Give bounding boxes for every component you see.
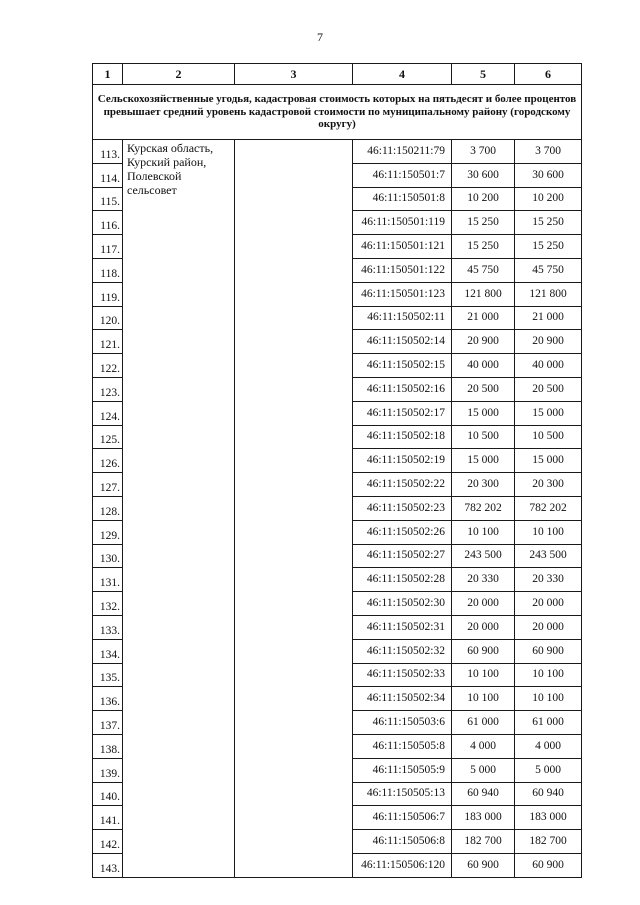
row-number: 113. [93,140,123,164]
value-col6: 10 200 [515,187,582,211]
cadastral-number: 46:11:150502:18 [353,425,452,449]
row-number: 131. [93,568,123,592]
value-col5: 4 000 [452,734,515,758]
value-col5: 15 250 [452,211,515,235]
cadastral-number: 46:11:150502:17 [353,401,452,425]
value-col6: 60 900 [515,853,582,877]
value-col5: 15 000 [452,401,515,425]
value-col5: 40 000 [452,354,515,378]
column-header: 5 [452,64,515,85]
cadastral-number: 46:11:150502:30 [353,592,452,616]
value-col5: 15 250 [452,235,515,259]
cadastral-number: 46:11:150502:16 [353,377,452,401]
row-number: 141. [93,806,123,830]
row-number: 128. [93,496,123,520]
value-col6: 15 250 [515,235,582,259]
value-col6: 30 600 [515,163,582,187]
row-number: 118. [93,258,123,282]
section-title-row [93,85,582,140]
row-number: 126. [93,449,123,473]
page-number: 7 [317,30,323,44]
cadastral-number: 46:11:150502:19 [353,449,452,473]
row-number: 114. [93,163,123,187]
cadastral-number: 46:11:150502:33 [353,663,452,687]
table-row [93,140,582,164]
value-col5: 20 000 [452,592,515,616]
value-col5: 3 700 [452,140,515,164]
value-col5: 61 000 [452,711,515,735]
column-header: 4 [353,64,452,85]
value-col6: 3 700 [515,140,582,164]
value-col5: 121 800 [452,282,515,306]
cadastral-number: 46:11:150502:28 [353,568,452,592]
value-col5: 60 900 [452,639,515,663]
value-col6: 15 000 [515,401,582,425]
value-col6: 10 100 [515,520,582,544]
value-col6: 20 330 [515,568,582,592]
cadastral-number: 46:11:150501:123 [353,282,452,306]
row-number: 143. [93,853,123,877]
row-number: 127. [93,473,123,497]
value-col6: 20 000 [515,592,582,616]
cadastral-number: 46:11:150506:120 [353,853,452,877]
value-col5: 60 900 [452,853,515,877]
value-col5: 21 000 [452,306,515,330]
value-col6: 20 900 [515,330,582,354]
value-col5: 10 100 [452,520,515,544]
value-col5: 182 700 [452,830,515,854]
value-col5: 782 202 [452,496,515,520]
value-col5: 243 500 [452,544,515,568]
row-number: 142. [93,830,123,854]
cadastral-number: 46:11:150502:15 [353,354,452,378]
column-header: 6 [515,64,582,85]
value-col6: 60 900 [515,639,582,663]
section-title: Сельскохозяйственные угодья, кадастровая стоимость которых на пятьдесят и более процентов превышает средний уровень кадастровой стоимости по муниципальному району (городскому округу) [93,85,582,140]
cadastral-number: 46:11:150501:122 [353,258,452,282]
value-col6: 15 250 [515,211,582,235]
column-3-cell [235,140,353,878]
value-col6: 20 500 [515,377,582,401]
cadastral-number: 46:11:150505:13 [353,782,452,806]
row-number: 130. [93,544,123,568]
row-number: 122. [93,354,123,378]
column-header: 3 [235,64,353,85]
value-col6: 782 202 [515,496,582,520]
value-col5: 10 200 [452,187,515,211]
column-header-row [93,64,582,85]
row-number: 137. [93,711,123,735]
value-col5: 10 100 [452,687,515,711]
value-col6: 45 750 [515,258,582,282]
row-number: 136. [93,687,123,711]
cadastral-number: 46:11:150501:121 [353,235,452,259]
row-number: 119. [93,282,123,306]
row-number: 133. [93,615,123,639]
cadastral-number: 46:11:150502:26 [353,520,452,544]
cadastral-number: 46:11:150502:14 [353,330,452,354]
row-number: 138. [93,734,123,758]
cadastral-number: 46:11:150502:22 [353,473,452,497]
value-col5: 183 000 [452,806,515,830]
cadastral-number: 46:11:150502:23 [353,496,452,520]
row-number: 124. [93,401,123,425]
value-col6: 20 300 [515,473,582,497]
land-value-table [92,63,582,878]
cadastral-number: 46:11:150505:9 [353,758,452,782]
column-header: 2 [123,64,235,85]
value-col5: 5 000 [452,758,515,782]
value-col5: 60 940 [452,782,515,806]
cadastral-number: 46:11:150502:34 [353,687,452,711]
cadastral-number: 46:11:150211:79 [353,140,452,164]
value-col6: 21 000 [515,306,582,330]
value-col6: 4 000 [515,734,582,758]
row-number: 115. [93,187,123,211]
cadastral-number: 46:11:150502:27 [353,544,452,568]
value-col6: 121 800 [515,282,582,306]
value-col6: 243 500 [515,544,582,568]
row-number: 120. [93,306,123,330]
cadastral-number: 46:11:150505:8 [353,734,452,758]
value-col5: 20 300 [452,473,515,497]
row-number: 134. [93,639,123,663]
value-col5: 30 600 [452,163,515,187]
row-number: 135. [93,663,123,687]
value-col6: 15 000 [515,449,582,473]
value-col5: 20 330 [452,568,515,592]
cadastral-number: 46:11:150502:32 [353,639,452,663]
cadastral-number: 46:11:150506:7 [353,806,452,830]
value-col6: 20 000 [515,615,582,639]
column-header: 1 [93,64,123,85]
value-col6: 182 700 [515,830,582,854]
value-col6: 10 500 [515,425,582,449]
value-col5: 45 750 [452,258,515,282]
value-col5: 20 900 [452,330,515,354]
value-col6: 61 000 [515,711,582,735]
row-number: 140. [93,782,123,806]
value-col6: 5 000 [515,758,582,782]
value-col5: 10 500 [452,425,515,449]
cadastral-number: 46:11:150501:7 [353,163,452,187]
value-col5: 20 500 [452,377,515,401]
cadastral-number: 46:11:150501:119 [353,211,452,235]
value-col5: 15 000 [452,449,515,473]
row-number: 123. [93,377,123,401]
value-col6: 183 000 [515,806,582,830]
row-number: 117. [93,235,123,259]
value-col6: 10 100 [515,687,582,711]
row-number: 116. [93,211,123,235]
cadastral-number: 46:11:150503:6 [353,711,452,735]
cadastral-number: 46:11:150502:31 [353,615,452,639]
value-col6: 40 000 [515,354,582,378]
value-col5: 20 000 [452,615,515,639]
row-number: 129. [93,520,123,544]
row-number: 125. [93,425,123,449]
cadastral-number: 46:11:150506:8 [353,830,452,854]
row-number: 139. [93,758,123,782]
cadastral-number: 46:11:150501:8 [353,187,452,211]
value-col6: 60 940 [515,782,582,806]
cadastral-number: 46:11:150502:11 [353,306,452,330]
value-col6: 10 100 [515,663,582,687]
row-number: 121. [93,330,123,354]
value-col5: 10 100 [452,663,515,687]
row-number: 132. [93,592,123,616]
address-cell: Курская область, Курский район, Полевской сельсовет [123,140,235,878]
